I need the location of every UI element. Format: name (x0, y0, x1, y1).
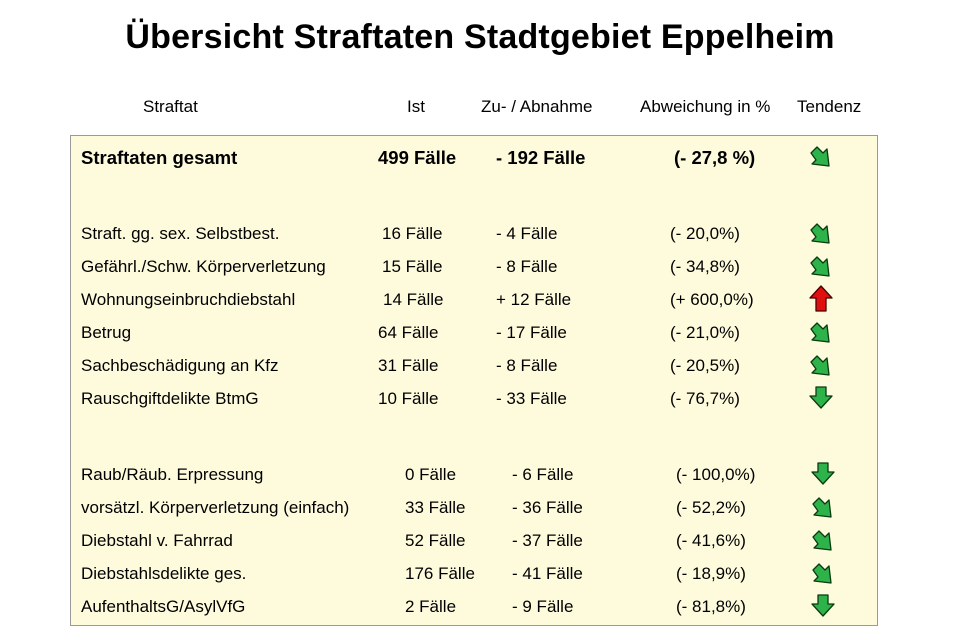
down-arrow-icon (808, 459, 842, 489)
row-change: - 8 Fälle (496, 257, 558, 276)
row-name: Raub/Räub. Erpressung (81, 465, 264, 484)
down-right-arrow-icon (808, 558, 842, 588)
table-row (0, 218, 960, 248)
row-change: - 192 Fälle (496, 147, 586, 168)
row-percent: (- 27,8 %) (674, 147, 756, 168)
table-row (0, 317, 960, 347)
row-name: Diebstahlsdelikte ges. (81, 564, 247, 583)
table-row (0, 459, 960, 489)
row-ist: 52 Fälle (405, 531, 466, 550)
row-ist: 64 Fälle (378, 323, 439, 342)
table-row (0, 251, 960, 281)
row-percent: (- 18,9%) (676, 564, 746, 583)
row-name: Rauschgiftdelikte BtmG (81, 389, 259, 408)
table-row (0, 383, 960, 413)
row-change: - 33 Fälle (496, 389, 567, 408)
table-row (0, 558, 960, 588)
table-row (0, 492, 960, 522)
table-row (0, 525, 960, 555)
row-ist: 176 Fälle (405, 564, 475, 583)
row-ist: 33 Fälle (405, 498, 466, 517)
table-row (0, 591, 960, 621)
row-ist: 10 Fälle (378, 389, 439, 408)
row-percent: (- 76,7%) (670, 389, 740, 408)
down-right-arrow-icon (806, 317, 840, 347)
down-right-arrow-icon (806, 141, 840, 171)
row-name: Betrug (81, 323, 132, 342)
row-change: - 6 Fälle (512, 465, 574, 484)
row-name: Gefährl./Schw. Körperverletzung (81, 257, 326, 276)
row-name: Straft. gg. sex. Selbstbest. (81, 224, 280, 243)
row-percent: (+ 600,0%) (670, 290, 754, 309)
down-right-arrow-icon (806, 350, 840, 380)
table-row (0, 284, 960, 314)
row-percent: (- 20,0%) (670, 224, 740, 243)
row-change: - 36 Fälle (512, 498, 583, 517)
row-ist: 16 Fälle (382, 224, 443, 243)
row-ist: 0 Fälle (405, 465, 457, 484)
header-trend: Tendenz (797, 97, 862, 116)
row-name: Diebstahl v. Fahrrad (81, 531, 233, 550)
row-percent: (- 34,8%) (670, 257, 740, 276)
row-name: vorsätzl. Körperverletzung (einfach) (81, 498, 350, 517)
up-arrow-icon (806, 284, 840, 314)
row-name: Sachbeschädigung an Kfz (81, 356, 279, 375)
down-right-arrow-icon (808, 525, 842, 555)
row-ist: 31 Fälle (378, 356, 439, 375)
row-percent: (- 41,6%) (676, 531, 746, 550)
row-percent: (- 21,0%) (670, 323, 740, 342)
row-change: + 12 Fälle (496, 290, 572, 309)
down-right-arrow-icon (806, 251, 840, 281)
row-change: - 8 Fälle (496, 356, 558, 375)
row-change: - 41 Fälle (512, 564, 583, 583)
row-change: - 9 Fälle (512, 597, 574, 616)
row-name: AufenthaltsG/AsylVfG (81, 597, 246, 616)
down-arrow-icon (806, 383, 840, 413)
row-ist: 2 Fälle (405, 597, 457, 616)
down-right-arrow-icon (806, 218, 840, 248)
total-row (0, 141, 960, 171)
row-percent: (- 20,5%) (670, 356, 740, 375)
row-name: Wohnungseinbruchdiebstahl (81, 290, 296, 309)
row-percent: (- 52,2%) (676, 498, 746, 517)
header-change: Zu- / Abnahme (481, 97, 593, 116)
row-name: Straftaten gesamt (81, 147, 238, 168)
row-ist: 15 Fälle (382, 257, 443, 276)
page-title: Übersicht Straftaten Stadtgebiet Eppelheim (125, 18, 835, 56)
table-row (0, 350, 960, 380)
row-change: - 17 Fälle (496, 323, 567, 342)
row-ist: 14 Fälle (383, 290, 444, 309)
header-ist: Ist (407, 97, 425, 116)
row-percent: (- 100,0%) (676, 465, 756, 484)
row-ist: 499 Fälle (378, 147, 457, 168)
row-change: - 4 Fälle (496, 224, 558, 243)
down-right-arrow-icon (808, 492, 842, 522)
header-straftat: Straftat (143, 97, 198, 116)
header-percent: Abweichung in % (640, 97, 771, 116)
down-arrow-icon (808, 591, 842, 621)
row-percent: (- 81,8%) (676, 597, 746, 616)
row-change: - 37 Fälle (512, 531, 583, 550)
